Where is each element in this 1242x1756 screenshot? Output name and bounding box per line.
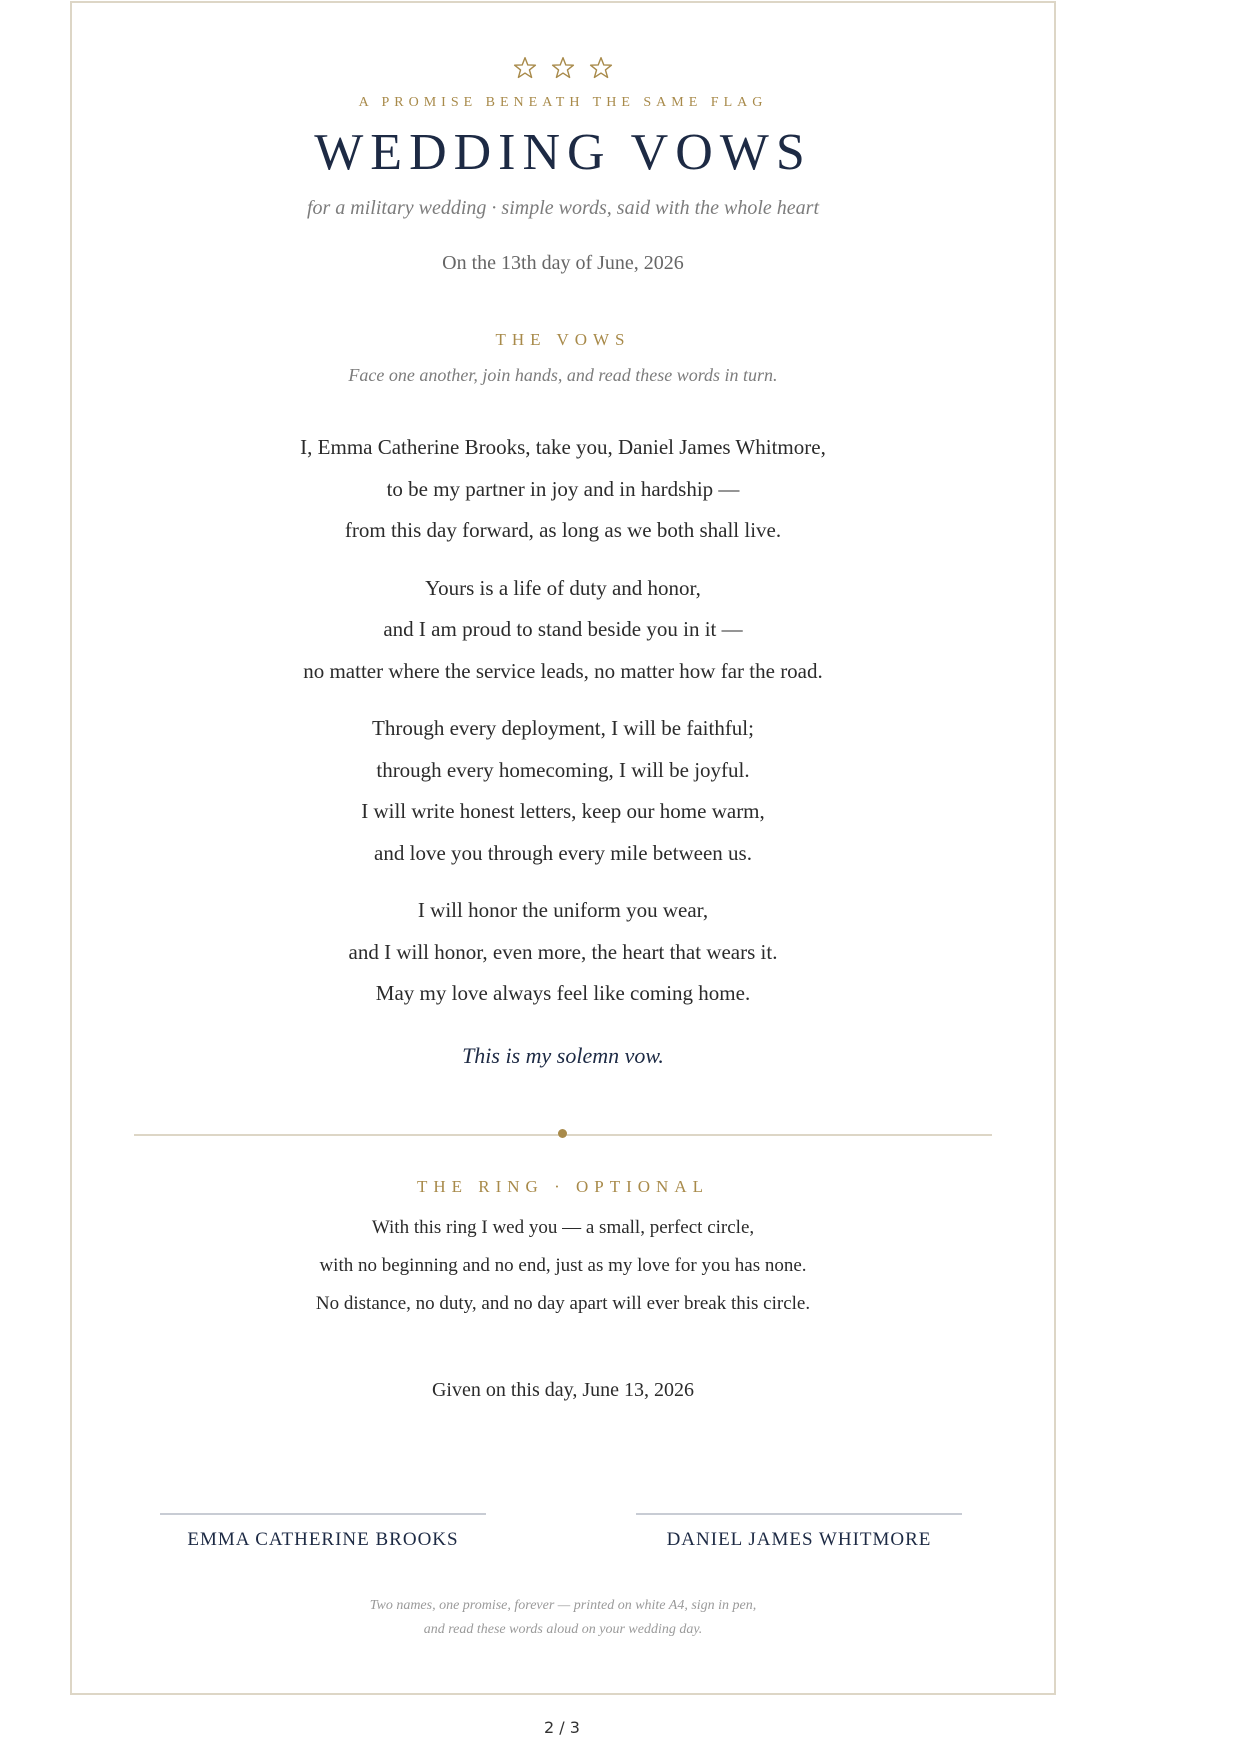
vow-line: through every homecoming, I will be joyful. xyxy=(376,757,750,782)
vows-page xyxy=(70,1,1056,1695)
divider-dot xyxy=(558,1129,567,1138)
signature-block-right xyxy=(636,1513,962,1551)
vow-line: I will honor the uniform you wear, xyxy=(417,898,709,922)
vow-line: I, Emma Catherine Brooks, take you, Daniel James Whitmore, xyxy=(300,435,826,459)
vow-line: and I am proud to stand beside you in it — xyxy=(383,617,743,641)
vow-line: May my love always feel like coming home. xyxy=(375,981,751,1005)
vow-line: Yours is a life of duty and honor, xyxy=(425,575,701,600)
page-subtitle: for a military wedding · simple words, said with the whole heart xyxy=(306,197,820,219)
signature-block-left xyxy=(160,1513,486,1551)
signature-name: DANIEL JAMES WHITMORE xyxy=(666,1529,932,1550)
vow-line: no matter where the service leads, no matter how far the road. xyxy=(303,658,823,683)
vow-line: Through every deployment, I will be faithful; xyxy=(372,716,754,740)
page-number: 2 / 3 xyxy=(544,1718,580,1737)
star-outline-icon xyxy=(588,55,614,81)
vow-line: and love you through every mile between us. xyxy=(374,840,752,865)
vow-stanza xyxy=(72,890,1054,1015)
vows-instruction: Face one another, join hands, and read these words in turn. xyxy=(348,365,778,385)
ring-body xyxy=(72,1209,1054,1323)
footnote xyxy=(72,1594,1054,1642)
footnote-line: Two names, one promise, forever — printed on white A4, sign in pen, xyxy=(369,1598,757,1613)
vow-closing: This is my solemn vow. xyxy=(462,1043,664,1068)
vow-line: from this day forward, as long as we both shall live. xyxy=(344,518,782,542)
dateline: On the 13th day of June, 2026 xyxy=(442,252,684,274)
vow-stanza xyxy=(72,568,1054,693)
vows-body xyxy=(72,427,1054,1031)
star-outline-icon xyxy=(512,55,538,81)
vow-stanza xyxy=(72,427,1054,552)
vows-heading: THE VOWS xyxy=(495,330,631,349)
signature-name: EMMA CATHERINE BROOKS xyxy=(187,1529,459,1550)
signature-line xyxy=(636,1513,962,1515)
vow-stanza xyxy=(72,708,1054,874)
page-title: WEDDING VOWS xyxy=(314,124,812,181)
vow-line: to be my partner in joy and in hardship — xyxy=(386,476,740,501)
star-outline-icon xyxy=(550,55,576,81)
ring-line: with no beginning and no end, just as my love for you has none. xyxy=(319,1255,807,1276)
eyebrow-text: A PROMISE BENEATH THE SAME FLAG xyxy=(358,95,768,110)
ring-line: With this ring I wed you — a small, perfect circle, xyxy=(371,1217,755,1238)
given-date: Given on this day, June 13, 2026 xyxy=(431,1379,694,1401)
ring-heading: THE RING · OPTIONAL xyxy=(416,1177,709,1196)
ring-line: No distance, no duty, and no day apart will ever break this circle. xyxy=(315,1293,811,1314)
vow-line: I will write honest letters, keep our home warm, xyxy=(361,799,765,823)
vow-line: and I will honor, even more, the heart that wears it. xyxy=(348,939,778,964)
signature-line xyxy=(160,1513,486,1515)
stars-row xyxy=(72,55,1054,81)
footnote-line: and read these words aloud on your wedding day. xyxy=(423,1622,703,1637)
